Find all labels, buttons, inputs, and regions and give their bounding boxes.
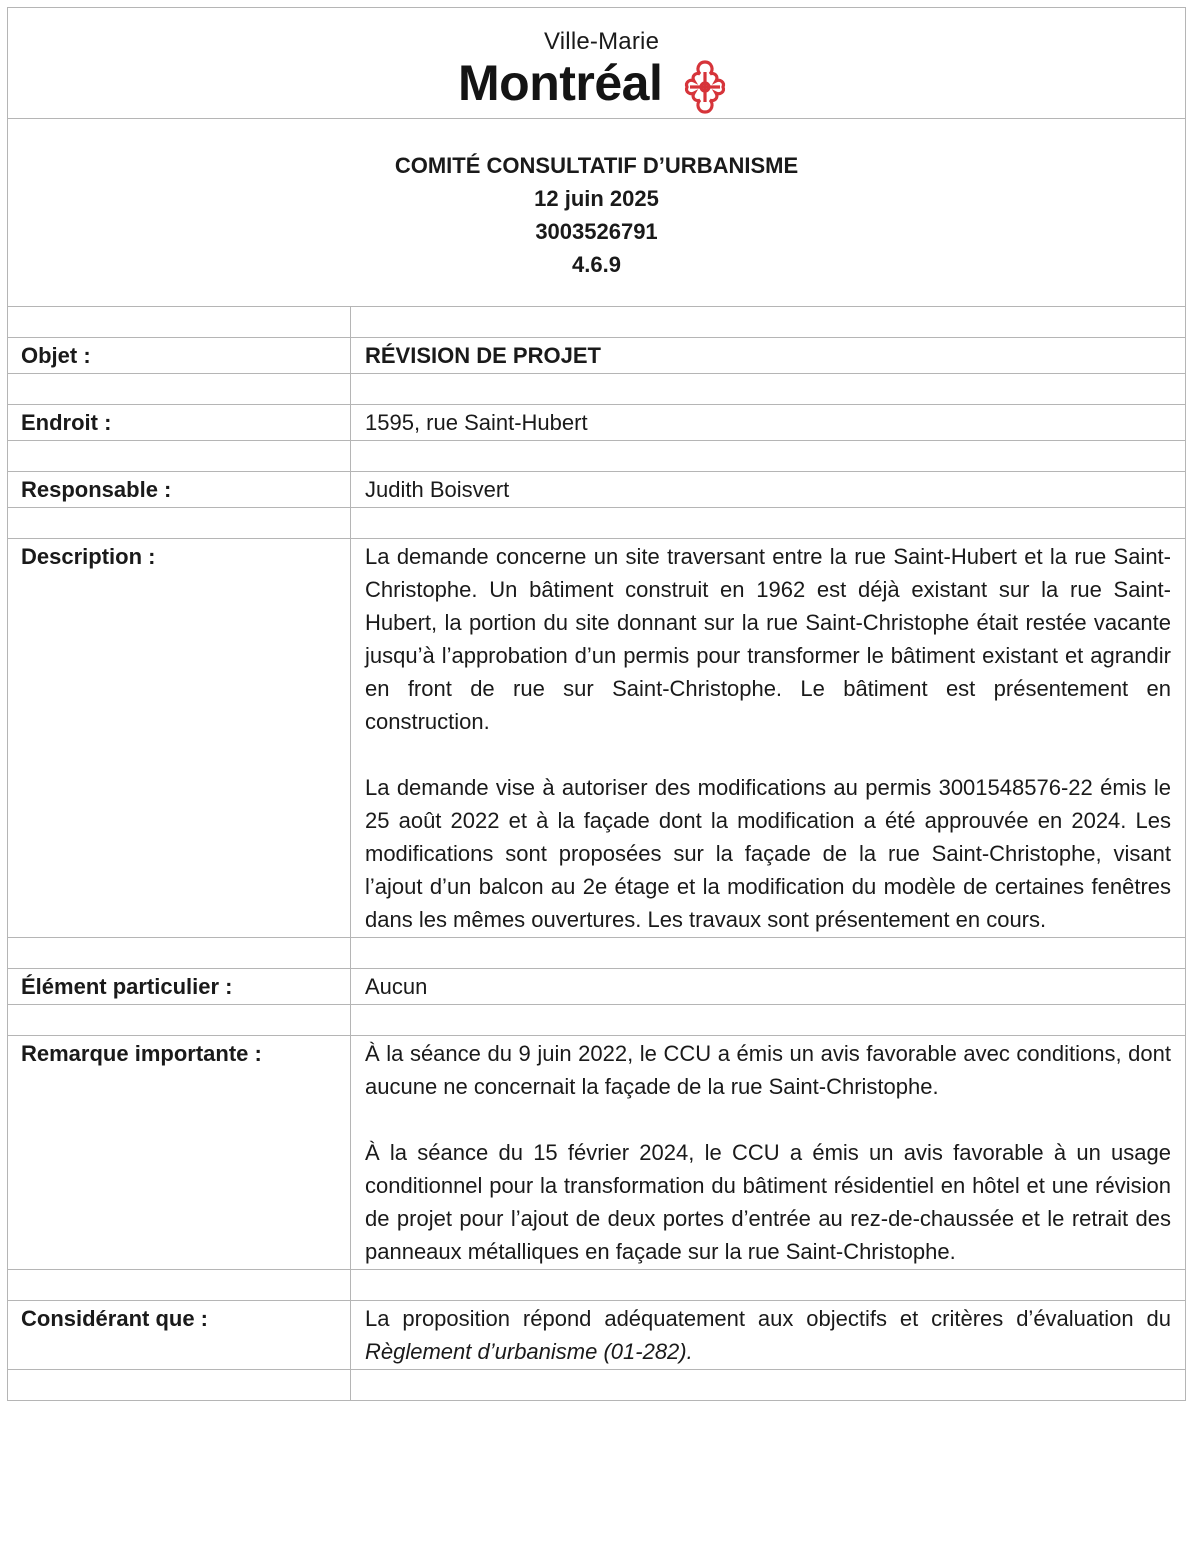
remarque-paragraph-2: À la séance du 15 février 2024, le CCU a émis un avis favorable à un usage conditionnel pour la transformation du bâtiment résidentiel en hôtel et une révision de projet pour l’ajout de deux portes d’entrée au rez-de-chaussée et le retrait des panneaux métalliques en façade sur la rue Saint-Christophe. bbox=[365, 1140, 1171, 1264]
label-description: Description : bbox=[8, 539, 351, 938]
document-sheet bbox=[7, 7, 1186, 1401]
label-considerant: Considérant que : bbox=[8, 1301, 351, 1370]
meeting-date: 12 juin 2025 bbox=[534, 186, 659, 211]
row-endroit bbox=[8, 405, 1185, 441]
document-header bbox=[8, 119, 1185, 307]
row-element-particulier bbox=[8, 969, 1185, 1005]
value-description bbox=[351, 539, 1186, 938]
remarque-paragraph-1: À la séance du 9 juin 2022, le CCU a émis un avis favorable avec conditions, dont aucune ne concernait la façade de la rue Saint-Christophe. bbox=[365, 1041, 1171, 1099]
spacer-row bbox=[8, 307, 1185, 338]
label-responsable: Responsable : bbox=[8, 472, 351, 508]
spacer-row bbox=[8, 374, 1185, 405]
spacer-row bbox=[8, 1270, 1185, 1301]
details-table bbox=[8, 307, 1185, 1400]
logo-cell bbox=[8, 8, 1185, 119]
value-responsable: Judith Boisvert bbox=[351, 472, 1186, 508]
spacer-row bbox=[8, 1370, 1185, 1401]
row-remarque bbox=[8, 1036, 1185, 1270]
item-number: 4.6.9 bbox=[572, 252, 621, 277]
value-considerant bbox=[351, 1301, 1186, 1370]
description-paragraph-2: La demande vise à autoriser des modifications au permis 3001548576-22 émis le 25 août 2022 et à la façade dont la modification a été approuvée en 2024. Les modifications sont proposées sur la façade de la rue Saint-Christophe, visant l’ajout d’un balcon au 2e étage et la modification du modèle de certaines fenêtres dans les mêmes ouvertures. Les travaux sont présentement en cours. bbox=[365, 775, 1171, 932]
description-paragraph-1: La demande concerne un site traversant entre la rue Saint-Hubert et la rue Saint-Christophe. Un bâtiment construit en 1962 est déjà existant sur la rue Saint-Hubert, la portion du site donnant sur la rue Saint-Christophe était restée vacante jusqu’à l’approbation d’un permis pour transformer le bâtiment existant et agrandir en front de rue sur Saint-Christophe. Le bâtiment est présentement en construction. bbox=[365, 544, 1171, 734]
spacer-row bbox=[8, 441, 1185, 472]
ville-marie-montreal-logo bbox=[458, 26, 748, 112]
row-considerant bbox=[8, 1301, 1185, 1370]
committee-title: COMITÉ CONSULTATIF D’URBANISME bbox=[394, 153, 799, 178]
montreal-rosette-icon bbox=[676, 58, 734, 116]
row-objet bbox=[8, 338, 1185, 374]
value-objet: RÉVISION DE PROJET bbox=[351, 338, 1186, 374]
label-element-particulier: Élément particulier : bbox=[8, 969, 351, 1005]
row-description bbox=[8, 539, 1185, 938]
label-remarque: Remarque importante : bbox=[8, 1036, 351, 1270]
spacer-row bbox=[8, 508, 1185, 539]
considerant-text: La proposition répond adéquatement aux objectifs et critères d’évaluation du bbox=[365, 1306, 1171, 1331]
row-responsable bbox=[8, 472, 1185, 508]
spacer-row bbox=[8, 938, 1185, 969]
value-element-particulier: Aucun bbox=[351, 969, 1186, 1005]
label-objet: Objet : bbox=[8, 338, 351, 374]
label-endroit: Endroit : bbox=[8, 405, 351, 441]
reglement-reference: Règlement d’urbanisme (01-282). bbox=[365, 1339, 693, 1364]
spacer-row bbox=[8, 1005, 1185, 1036]
file-number: 3003526791 bbox=[535, 219, 658, 244]
logo-name: Montréal bbox=[458, 55, 663, 111]
value-remarque bbox=[351, 1036, 1186, 1270]
value-endroit: 1595, rue Saint-Hubert bbox=[351, 405, 1186, 441]
logo-subtitle: Ville-Marie bbox=[544, 28, 660, 55]
